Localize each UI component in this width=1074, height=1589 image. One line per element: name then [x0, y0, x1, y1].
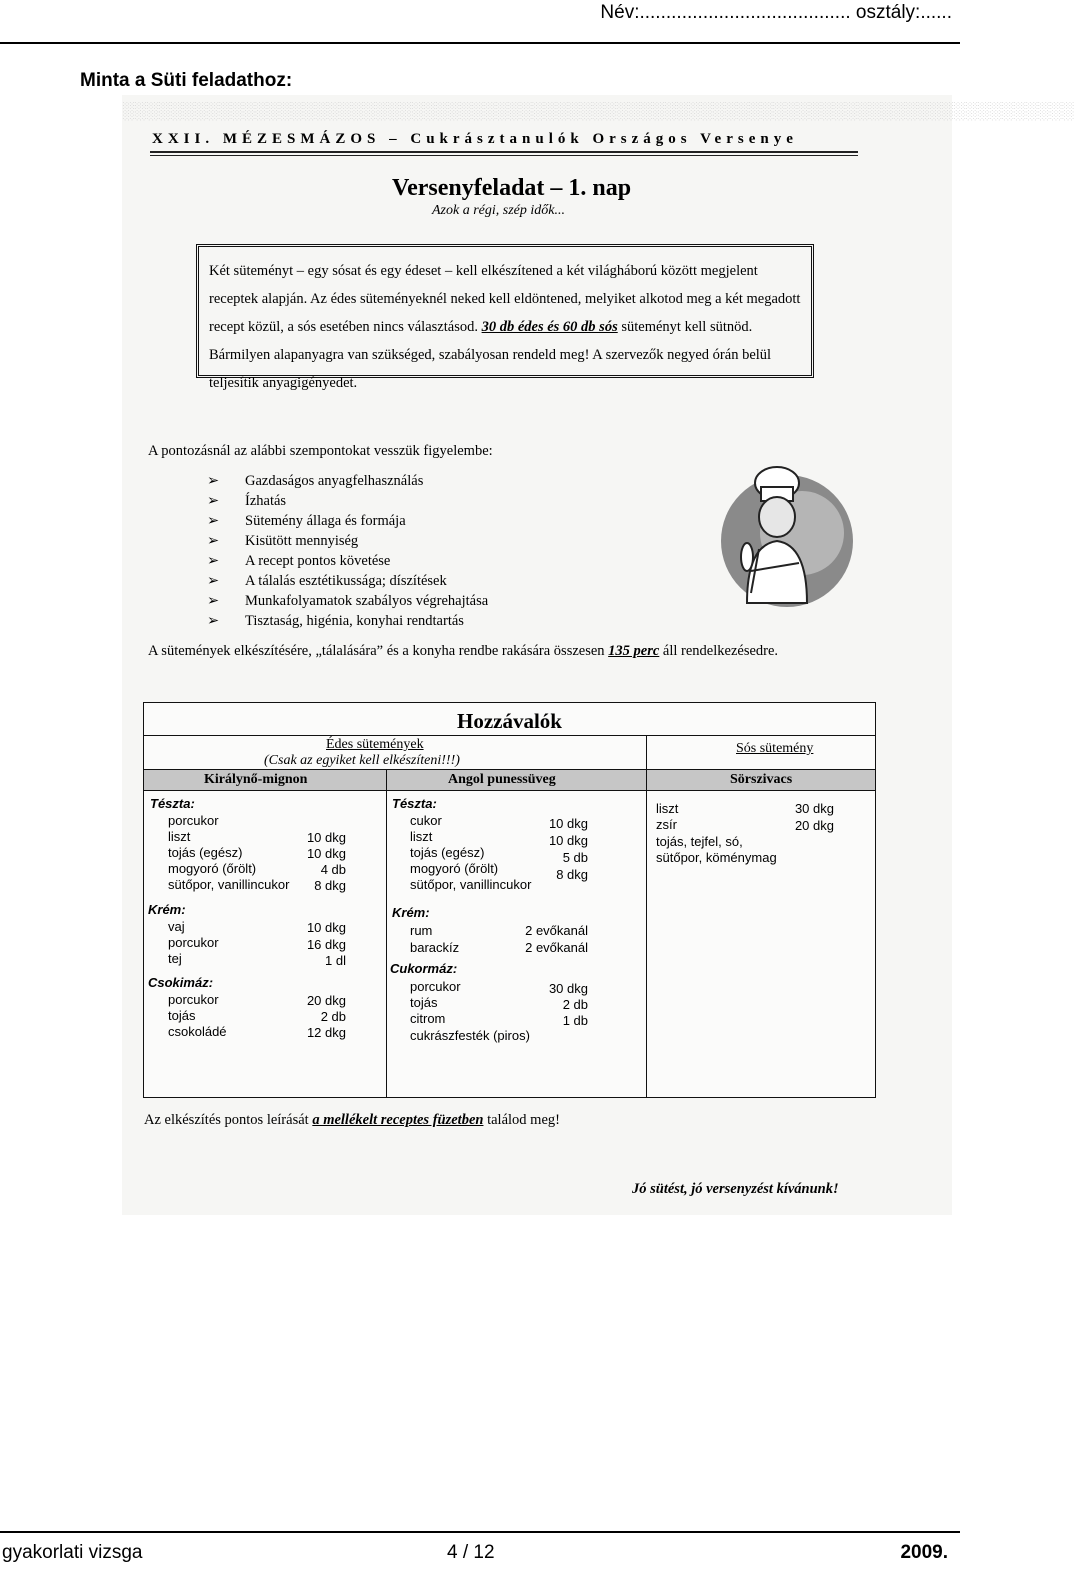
criteria-item: ➢ Sütemény állaga és formája: [207, 511, 488, 531]
criteria-item: ➢ A recept pontos követése: [207, 551, 488, 571]
ingredient-name: liszt: [656, 801, 679, 816]
ingredient-qty: 10 dkg: [548, 816, 588, 831]
ingredient-name: tojás: [410, 995, 438, 1010]
ingredient-qty: 16 dkg: [306, 937, 346, 952]
prep-text-part1: Az elkészítés pontos leírását: [144, 1112, 313, 1128]
table-rule: [144, 735, 875, 736]
criteria-list: [207, 471, 488, 631]
ingredient-name: sütőpor, vanillincukor: [410, 877, 532, 892]
ingredient-name: tojás, tejfel, só,: [656, 834, 743, 849]
ingredient-qty: 20 dkg: [306, 993, 346, 1008]
recipe-name-col2: Angol punessüveg: [448, 772, 556, 787]
intro-label: Minta a Süti feladathoz:: [80, 70, 293, 91]
ingredient-qty: 1 db: [562, 1013, 588, 1028]
ingredient-name: tojás (egész): [410, 845, 485, 860]
ingredient-qty: 30 dkg: [548, 981, 588, 996]
section-title: Tészta:: [150, 796, 195, 811]
ingredient-name: mogyoró (őrölt): [168, 861, 257, 876]
criteria-item: ➢ Tisztaság, higénia, konyhai rendtartás: [207, 611, 488, 631]
time-allowance: [148, 643, 778, 660]
recipe-name-col1: Királynő-mignon: [204, 772, 308, 787]
criteria-intro: A pontozásnál az alábbi szempontokat vesszük figyelembe:: [148, 443, 493, 459]
competition-title: XXII. MÉZESMÁZOS – Cukrásztanulók Országos Versenye: [152, 131, 798, 147]
ingredient-name: rum: [410, 923, 433, 938]
criteria-item: ➢ Kisütött mennyiség: [207, 531, 488, 551]
ingredient-qty: 30 dkg: [794, 801, 834, 816]
footer-exam-label: gyakorlati vizsga: [2, 1542, 143, 1563]
ingredient-qty: 1 dl: [325, 953, 346, 968]
time-highlight: 135 perc: [608, 643, 660, 659]
name-class-line: Név:........................................ osztály:......: [600, 2, 952, 23]
ingredient-qty: 2 evőkanál: [525, 923, 588, 938]
ingredients-title: Hozzávalók: [457, 709, 562, 733]
ingredient-name: tojás (egész): [168, 845, 243, 860]
section-title: Krém:: [392, 905, 430, 920]
recipe-name-col3: Sörszivacs: [730, 772, 793, 787]
ingredient-name: sütőpor, vanillincukor: [168, 877, 290, 892]
ingredient-name: porcukor: [168, 935, 219, 950]
ingredient-qty: 10 dkg: [306, 920, 346, 935]
section-title: Cukormáz:: [390, 961, 458, 976]
chef-illustration: [707, 453, 857, 613]
ingredient-name: sütőpor, köménymag: [656, 850, 777, 865]
ingredient-name: liszt: [410, 829, 433, 844]
ingredient-name: liszt: [168, 829, 191, 844]
column-divider: [386, 769, 387, 1097]
criteria-item: ➢ Ízhatás: [207, 491, 488, 511]
bleed-through-texture: ░░░░░░░░░░░░░░░░░░░░░░░░░░░░░░░░░░░░░░░░░░░░░░░░░░░░░░░░░░░░░░░░░░░░░░░░░░░░░░░: [122, 101, 1074, 120]
ingredient-qty: 5 db: [562, 850, 588, 865]
ingredient-name: porcukor: [168, 992, 219, 1007]
task-text-part1: Két süteményt – egy sósat és egy édeset – kell elkészítened a két világháború között megjelent receptek alapján. Az édes süteményeknél neked kell eldöntened, melyiket alkotod meg a két megadott recept közül, a sós esetében nincs választásod.: [209, 263, 801, 335]
title-rule: [150, 151, 858, 153]
prep-highlight: a mellékelt receptes füzetben: [312, 1112, 484, 1128]
ingredient-name: citrom: [410, 1011, 446, 1026]
ingredient-qty: 10 dkg: [306, 846, 346, 861]
criteria-item: ➢ A tálalás esztétikussága; díszítések: [207, 571, 488, 591]
ingredient-name: tojás: [168, 1008, 196, 1023]
ingredient-qty: 12 dkg: [306, 1025, 346, 1040]
sweet-heading: Édes sütemények: [326, 737, 424, 752]
criteria-item: ➢ Munkafolyamatok szabályos végrehajtása: [207, 591, 488, 611]
ingredient-name: porcukor: [410, 979, 461, 994]
task-title: Versenyfeladat – 1. nap: [392, 175, 632, 201]
task-quantity-highlight: 30 db édes és 60 db sós: [481, 319, 618, 335]
task-subtitle: Azok a régi, szép idők...: [432, 203, 565, 218]
criteria-item: ➢ Gazdaságos anyagfelhasználás: [207, 471, 488, 491]
preparation-note: [144, 1112, 560, 1129]
page-number: 4 / 12: [447, 1542, 495, 1563]
footer-rule: [0, 1531, 960, 1533]
ingredient-qty: 2 evőkanál: [525, 940, 588, 955]
scanned-page: [122, 95, 1074, 1215]
ingredients-table: [143, 702, 876, 1098]
ingredient-qty: 8 dkg: [314, 878, 346, 893]
ingredient-name: tej: [168, 951, 182, 966]
ingredient-qty: 4 db: [320, 862, 346, 877]
sweet-subheading: (Csak az egyiket kell elkészíteni!!!): [264, 753, 460, 768]
ingredient-name: mogyoró (őrölt): [410, 861, 499, 876]
ingredient-qty: 8 dkg: [556, 867, 588, 882]
ingredient-qty: 20 dkg: [794, 818, 834, 833]
column-divider: [646, 736, 647, 1097]
ingredient-name: barackíz: [410, 940, 460, 955]
time-text-part2: áll rendelkezésedre.: [659, 643, 779, 659]
task-description-box: [196, 244, 814, 391]
ingredient-name: porcukor: [168, 813, 219, 828]
ingredient-name: cukrászfesték (piros): [410, 1028, 530, 1043]
time-text-part1: A sütemények elkészítésére, „tálalására” és a konyha rendbe rakására összesen: [148, 643, 609, 659]
ingredient-name: cukor: [410, 813, 442, 828]
section-title: Tészta:: [392, 796, 437, 811]
ingredient-qty: 2 db: [320, 1009, 346, 1024]
section-title: Csokimáz:: [148, 975, 214, 990]
closing-wish: Jó sütést, jó versenyzést kívánunk!: [632, 1181, 839, 1197]
ingredient-name: csokoládé: [168, 1024, 227, 1039]
title-rule-thin: [150, 155, 858, 156]
footer-year: 2009.: [900, 1542, 948, 1563]
section-title: Krém:: [148, 902, 186, 917]
ingredient-name: zsír: [656, 817, 677, 832]
task-text-part2: süteményt kell sütnöd. Bármilyen alapanyagra van szükséged, szabályosan rendeld meg! A szervezők negyed órán belül teljesítik anyagigényedet.: [209, 319, 772, 391]
prep-text-part2: találod meg!: [483, 1112, 560, 1128]
ingredient-qty: 10 dkg: [306, 830, 346, 845]
salty-heading: Sós sütemény: [736, 741, 814, 756]
ingredient-name: vaj: [168, 919, 185, 934]
header-rule: [0, 42, 960, 44]
ingredient-qty: 10 dkg: [548, 833, 588, 848]
ingredient-qty: 2 db: [562, 997, 588, 1012]
